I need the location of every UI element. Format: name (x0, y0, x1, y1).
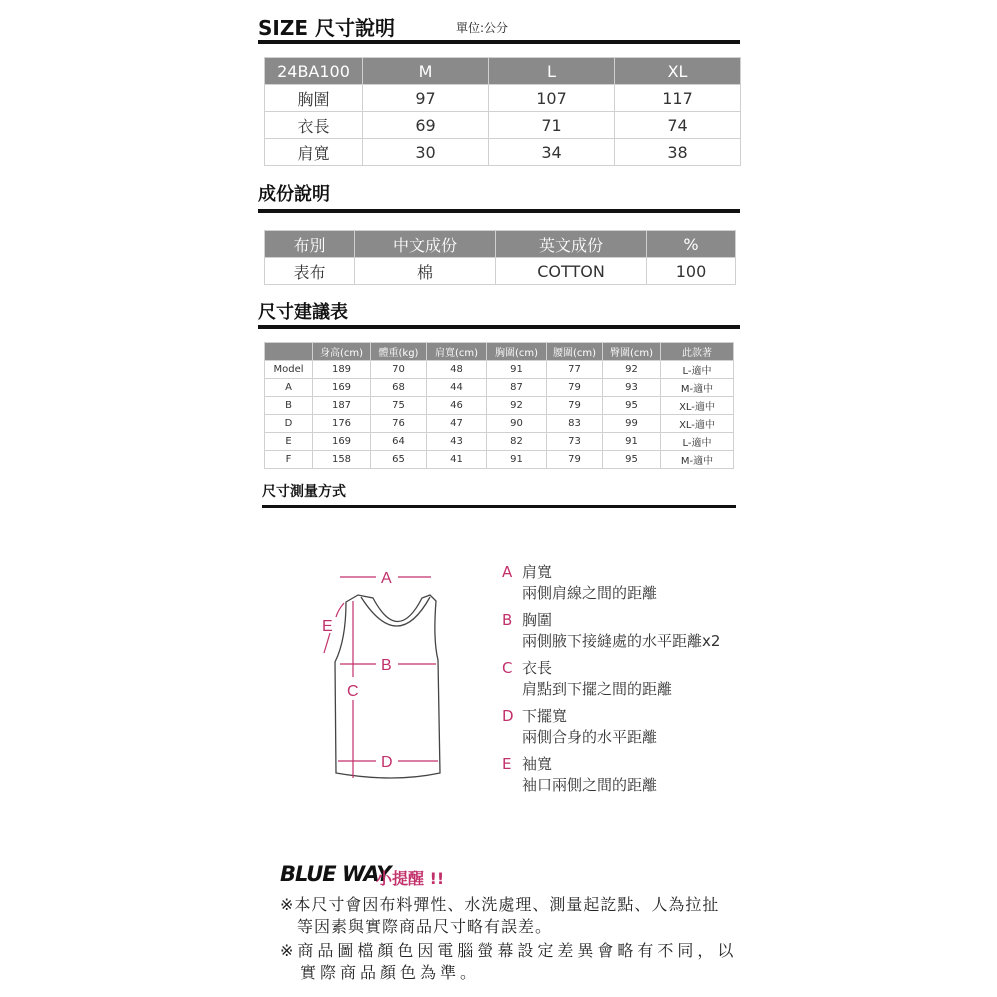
legend-item (502, 754, 720, 796)
legend-desc: 兩側合身的水平距離 (522, 728, 658, 746)
table-cell: 82 (487, 433, 547, 451)
table-cell: 91 (487, 451, 547, 469)
table-cell: 99 (603, 415, 661, 433)
table-cell: 68 (371, 379, 427, 397)
table-cell: 44 (427, 379, 487, 397)
column-header: 肩寬(cm) (427, 343, 487, 361)
table-row (265, 361, 734, 379)
table-cell: 90 (487, 415, 547, 433)
divider (262, 505, 736, 508)
diagram-label-c: C (347, 683, 359, 700)
table-cell: 117 (615, 85, 741, 112)
column-header: % (647, 231, 736, 258)
table-cell: B (265, 397, 313, 415)
table-cell: 肩寬 (265, 139, 363, 166)
legend-name: 胸圍 (522, 611, 553, 629)
table-cell: 187 (313, 397, 371, 415)
table-cell: 43 (427, 433, 487, 451)
legend-name: 袖寬 (522, 755, 553, 773)
table-cell: 70 (371, 361, 427, 379)
table-cell: 95 (603, 451, 661, 469)
unit-label: 單位:公分 (456, 21, 509, 35)
diagram-label-e: E (322, 618, 333, 635)
table-cell: 棉 (355, 258, 496, 285)
table-cell: A (265, 379, 313, 397)
table-cell: 69 (363, 112, 489, 139)
diagram-label-b: B (381, 657, 392, 674)
legend-desc: 兩側肩線之間的距離 (522, 584, 658, 602)
table-cell: 71 (489, 112, 615, 139)
reminder-note-2: ※商品圖檔顏色因電腦螢幕設定差異會略有不同，以 實際商品顏色為準。 (280, 941, 738, 982)
legend-item (502, 610, 720, 652)
table-row (265, 139, 741, 166)
table-cell: 87 (487, 379, 547, 397)
table-cell: 91 (487, 361, 547, 379)
table-row (265, 379, 734, 397)
table-cell: 77 (547, 361, 603, 379)
measure-title: 尺寸測量方式 (262, 484, 346, 500)
column-header: 英文成份 (496, 231, 647, 258)
table-cell: 92 (603, 361, 661, 379)
table-cell: L-適中 (661, 433, 734, 451)
composition-table (264, 230, 736, 285)
table-cell: D (265, 415, 313, 433)
legend-name: 下擺寬 (522, 707, 568, 725)
table-cell: 97 (363, 85, 489, 112)
table-cell: 表布 (265, 258, 355, 285)
table-cell: 83 (547, 415, 603, 433)
table-cell: 30 (363, 139, 489, 166)
reminder-note-1: ※本尺寸會因布料彈性、水洗處理、測量起訖點、人為拉扯 等因素與實際商品尺寸略有誤差。 (280, 895, 720, 936)
legend-name: 肩寬 (522, 563, 553, 581)
legend-item (502, 562, 720, 604)
legend-desc: 袖口兩側之間的距離 (522, 776, 658, 794)
table-cell: 79 (547, 397, 603, 415)
legend-letter: B (502, 611, 513, 629)
suggest-title: 尺寸建議表 (258, 302, 348, 323)
column-header: M (363, 58, 489, 85)
legend-desc: 兩側腋下接縫處的水平距離x2 (522, 632, 721, 650)
column-header: L (489, 58, 615, 85)
table-cell: 93 (603, 379, 661, 397)
diagram-label-a: A (381, 570, 392, 587)
column-header: 布別 (265, 231, 355, 258)
reminder-title: 小提醒 !! (376, 869, 445, 888)
legend-letter: C (502, 659, 513, 677)
legend-letter: E (502, 755, 512, 773)
table-cell: 76 (371, 415, 427, 433)
table-row (265, 112, 741, 139)
column-header (265, 343, 313, 361)
table-cell: 38 (615, 139, 741, 166)
table-cell: 92 (487, 397, 547, 415)
table-cell: M-適中 (661, 379, 734, 397)
measure-legend (502, 562, 720, 802)
table-row (265, 85, 741, 112)
legend-desc: 肩點到下擺之間的距離 (522, 680, 673, 698)
column-header: 此款著 (661, 343, 734, 361)
legend-name: 衣長 (522, 659, 553, 677)
table-cell: F (265, 451, 313, 469)
table-cell: 34 (489, 139, 615, 166)
column-header: 身高(cm) (313, 343, 371, 361)
table-cell: 158 (313, 451, 371, 469)
table-cell: 胸圍 (265, 85, 363, 112)
table-cell: 47 (427, 415, 487, 433)
diagram-label-d: D (381, 754, 393, 771)
table-row (265, 433, 734, 451)
table-cell: 64 (371, 433, 427, 451)
column-header: 體重(kg) (371, 343, 427, 361)
table-cell: 95 (603, 397, 661, 415)
legend-item (502, 706, 720, 748)
legend-letter: D (502, 707, 514, 725)
column-header: 中文成份 (355, 231, 496, 258)
table-cell: XL-適中 (661, 397, 734, 415)
table-cell: 91 (603, 433, 661, 451)
divider (258, 325, 740, 329)
table-cell: 46 (427, 397, 487, 415)
column-header: 腰圍(cm) (547, 343, 603, 361)
table-row (265, 415, 734, 433)
size-title: SIZE 尺寸說明 (258, 16, 395, 40)
table-cell: 100 (647, 258, 736, 285)
table-cell: 169 (313, 379, 371, 397)
table-cell: 衣長 (265, 112, 363, 139)
table-cell: 79 (547, 451, 603, 469)
table-row (265, 397, 734, 415)
table-cell: 169 (313, 433, 371, 451)
divider (258, 40, 740, 44)
table-cell: 65 (371, 451, 427, 469)
table-cell: 74 (615, 112, 741, 139)
column-header: 臀圍(cm) (603, 343, 661, 361)
size-table (264, 57, 741, 166)
table-cell: 41 (427, 451, 487, 469)
table-cell: Model (265, 361, 313, 379)
column-header: XL (615, 58, 741, 85)
table-cell: 48 (427, 361, 487, 379)
suggest-table (264, 342, 734, 469)
table-cell: 75 (371, 397, 427, 415)
table-cell: 107 (489, 85, 615, 112)
table-cell: M-適中 (661, 451, 734, 469)
table-row (265, 258, 736, 285)
brand-logo: BLUE WAY (280, 862, 391, 886)
legend-letter: A (502, 563, 513, 581)
table-cell: COTTON (496, 258, 647, 285)
column-header: 24BA100 (265, 58, 363, 85)
legend-item (502, 658, 720, 700)
table-cell: L-適中 (661, 361, 734, 379)
composition-title: 成份說明 (258, 184, 330, 205)
table-cell: XL-適中 (661, 415, 734, 433)
column-header: 胸圍(cm) (487, 343, 547, 361)
divider (258, 209, 740, 213)
table-row (265, 451, 734, 469)
table-cell: 189 (313, 361, 371, 379)
tank-top-diagram (318, 565, 448, 785)
table-cell: 73 (547, 433, 603, 451)
table-cell: 79 (547, 379, 603, 397)
table-cell: E (265, 433, 313, 451)
table-cell: 176 (313, 415, 371, 433)
